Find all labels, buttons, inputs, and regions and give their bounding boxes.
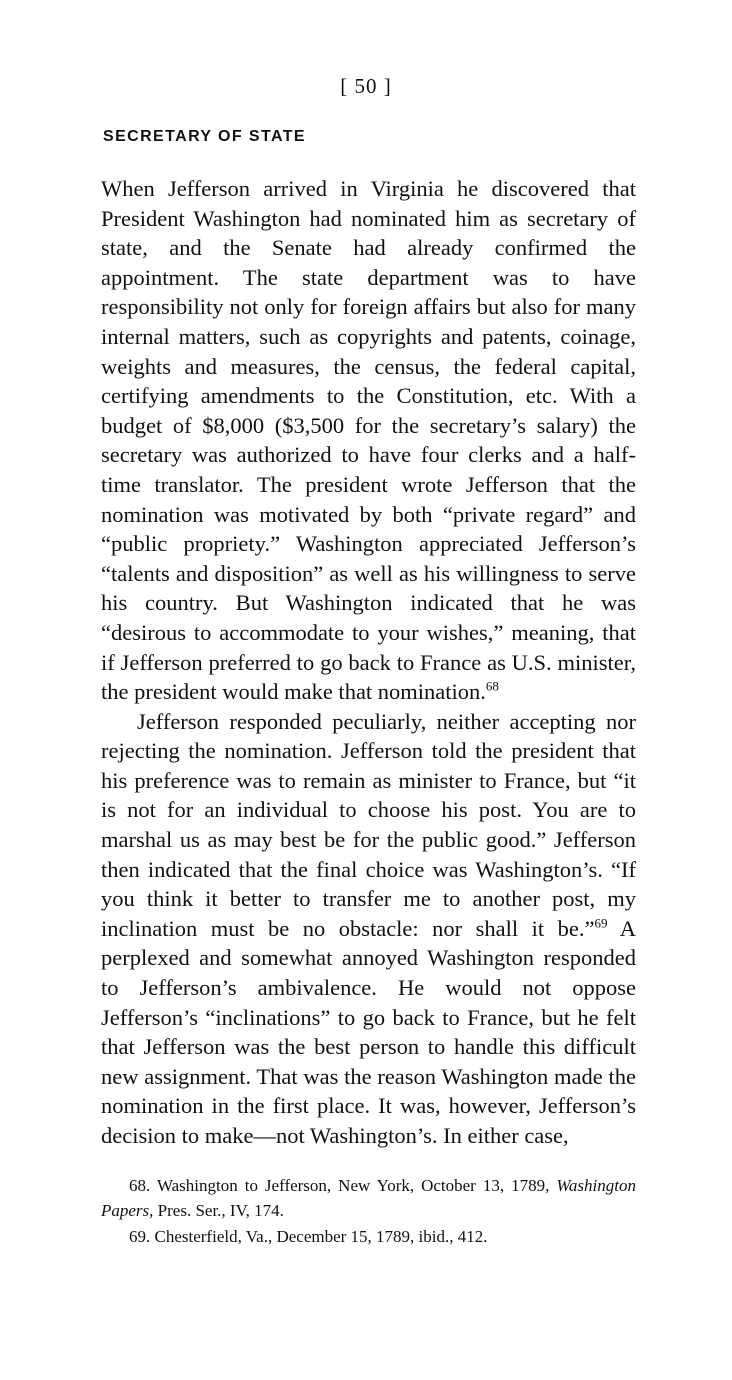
paragraph [101, 707, 636, 1151]
footnote-number: 69. [129, 1227, 151, 1246]
footnotes [101, 1174, 636, 1252]
footnote-reference: 69 [594, 915, 608, 931]
footnote-number: 68. [129, 1176, 151, 1195]
paragraph [101, 174, 636, 707]
footnote [101, 1174, 636, 1223]
footnote-tail: Pres. Ser., IV, 174. [157, 1200, 284, 1220]
page-number: [ 50 ] [340, 74, 392, 98]
body-text [101, 174, 636, 1151]
footnote-text: Chesterfield, Va., December 15, 1789, ibid., 412. [154, 1227, 488, 1246]
paragraph-tail: A perplexed and somewhat annoyed Washington responded to Jefferson’s ambivalence. He would not oppose Jefferson’s “inclinations” to go back to France, but he felt that Jefferson was the best person to handle this difficult new assignment. That was the reason Washington made the nomination in the first place. It was, however, Jefferson’s decision to make—not Washington’s. In either case, [101, 915, 636, 1148]
paragraph-text: Jefferson responded peculiarly, neither accepting nor rejecting the nomination. Jefferson told the president that his preference was to remain as minister to France, but “it is not for an individual to choose his post. You are to marshal us as may best be for the public good.” Jefferson then indicated that the final choice was Washington’s. “If you think it better to transfer me to another post, my inclination must be no obstacle: nor shall it be.” [101, 708, 636, 941]
section-heading: SECRETARY OF STATE [103, 128, 306, 145]
footnote-reference: 68 [485, 678, 499, 694]
footnote-text: Washington to Jefferson, New York, October 13, 1789, [156, 1176, 550, 1195]
footnote-italic-title: Washington Papers, [101, 1176, 636, 1220]
paragraph-text: When Jefferson arrived in Virginia he discovered that President Washington had nominated him as secretary of state, and the Senate had already confirmed the appointment. The state department was to have responsibility not only for foreign affairs but also for many internal matters, such as copyrights and patents, coinage, weights and measures, the census, the federal capital, certifying amendments to the Constitution, etc. With a budget of $8,000 ($3,500 for the secretary’s salary) the secretary was authorized to have four clerks and a half-time translator. The president wrote Jefferson that the nomination was motivated by both “private regard” and “public propriety.” Washington appreciated Jefferson’s “talents and disposition” as well as his willingness to serve his country. But Washington indicated that he was “desirous to accommodate to your wishes,” meaning, that if Jefferson preferred to go back to France as U.S. minister, the president would make that nomination. [101, 176, 636, 705]
footnote [101, 1225, 636, 1250]
